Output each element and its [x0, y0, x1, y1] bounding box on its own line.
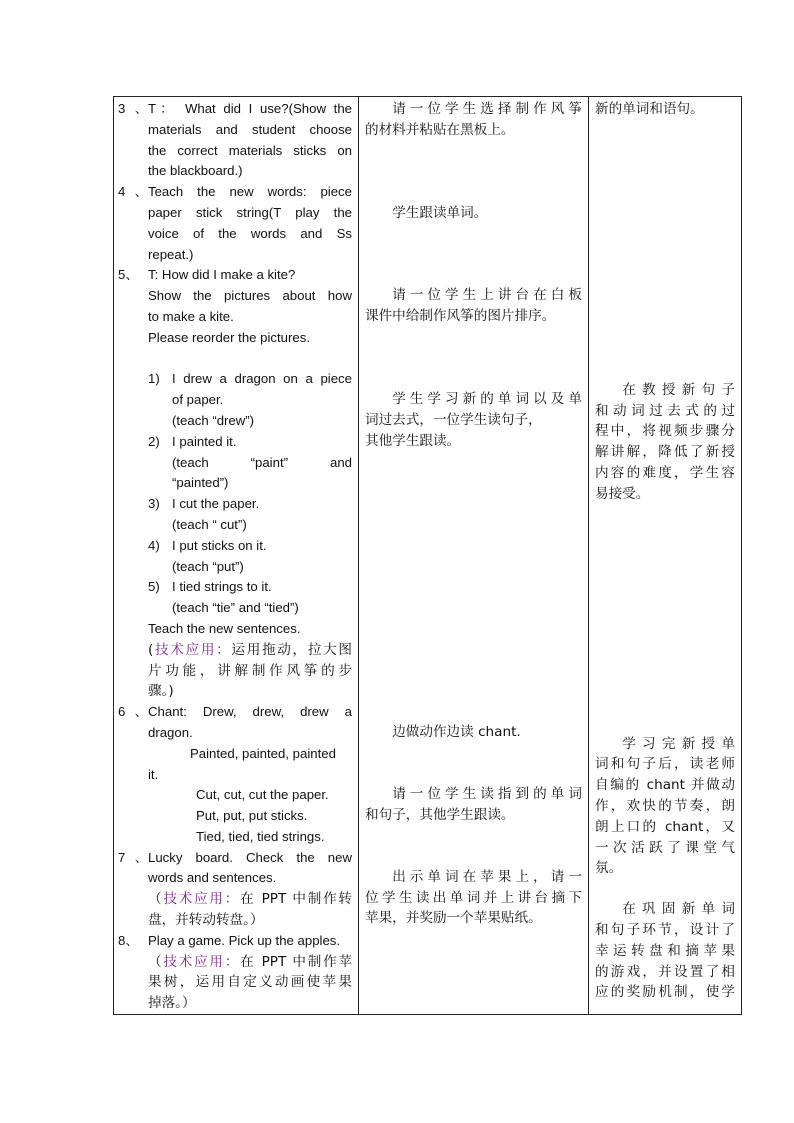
step-7: 7、Lucky board. Check the new words and sentences.: [118, 849, 352, 886]
step-3: [118, 99, 352, 182]
intent-2: 在教授新句子 和动词过去式的过 程中，将视频步骤分 解讲解，降低了新授 内容的难度，学生容 易接受。: [595, 381, 735, 502]
list-item-text: (teach “drew”): [172, 412, 255, 428]
design-intent-cell: [589, 97, 742, 1015]
step-number: 6、: [118, 704, 148, 720]
intent-1: 新的单词和语句。: [595, 101, 704, 117]
activity-2: 学生跟读单词。: [392, 204, 488, 221]
step-text: the blackboard.): [148, 163, 243, 179]
step-text: voice of the words and Ss: [148, 225, 352, 241]
step-text: T： What did I use?(Show the: [148, 101, 352, 116]
tech-label: 技术应用：: [163, 953, 241, 970]
step-text: Chant: Drew, drew, drew a: [148, 704, 352, 720]
step-number: 5、: [118, 267, 139, 283]
sub-step-list: [118, 369, 352, 619]
step-6: 6、Chant: Drew, drew, drew a dragon.: [118, 704, 352, 740]
list-item-text: (teach “paint” and: [172, 454, 352, 470]
lesson-plan-table: [113, 96, 742, 1015]
activity-5: 边做动作边读 chant.: [392, 724, 521, 741]
step-text: Show the pictures about how: [148, 288, 352, 304]
activity-6: 请一位学生读指到的单词 和句子，其他学生跟读。: [365, 786, 582, 823]
step-number: 8、: [118, 932, 139, 948]
step-number: 7、: [118, 849, 148, 865]
tech-label: 技术应用：: [163, 891, 241, 908]
tech-note-3: （技术应用：在 PPT 中制作苹 果树，运用自定义动画使苹果 掉落。）: [148, 953, 353, 1012]
tech-note-1: (技术应用：运用拖动，拉大图 片功能，讲解制作风筝的步 骤。): [148, 641, 353, 700]
list-item: 1) I drew a dragon on a piece: [148, 371, 352, 387]
student-activity-cell: [359, 97, 589, 1015]
step-5: [118, 265, 352, 348]
step-number: 4、: [118, 184, 148, 200]
intent-4: 在巩固新单词 和句子环节，设计了 幸运转盘和摘苹果 的游戏，并设置了相 应的奖励机制，使学: [595, 901, 735, 1001]
step-text: paper stick string(T play the: [148, 204, 352, 220]
list-item-text: “painted”): [172, 475, 229, 491]
step-text: materials and student choose: [148, 121, 352, 137]
step-text: the correct materials sticks on: [148, 142, 352, 158]
list-item: 4) I put sticks on it.: [148, 537, 267, 553]
step-text: T: How did I make a kite?: [148, 267, 296, 283]
step-4: [118, 182, 352, 265]
chant-text: Painted, painted, painted it. Cut, cut, cut the paper. Put, put, put sticks. Tied, tied, tied strings.: [148, 745, 336, 844]
activity-3: 请一位学生上讲台在白板 课件中给制作风筝的图片排序。: [365, 287, 582, 325]
list-item-text: (teach “tie” and “tied”): [172, 600, 299, 616]
list-item: 2) I painted it.: [148, 433, 237, 449]
step-text: Play a game. Pick up the apples.: [148, 932, 341, 948]
list-item-text: (teach “put”): [172, 558, 244, 574]
step-text: Lucky board. Check the new: [148, 849, 352, 865]
table-row: [114, 97, 742, 1015]
list-item-text: of paper.: [172, 392, 224, 408]
activity-4: 学生学习新的单词以及单 词过去式，一位学生读句子， 其他学生跟读。: [365, 390, 582, 449]
list-item: 5) I tied strings to it.: [148, 579, 272, 595]
step-text: to make a kite.: [148, 308, 234, 324]
step-number: 3、: [118, 101, 148, 116]
step-8: [118, 931, 352, 952]
activity-1: 请一位学生选择制作风筝 的材料并粘贴在黑板上。: [365, 101, 582, 138]
step-text: repeat.): [148, 246, 194, 262]
list-item: 3) I cut the paper.: [148, 496, 260, 512]
teach-sentences: Teach the new sentences.: [148, 620, 301, 636]
step-text: Teach the new words: piece: [148, 184, 352, 200]
procedure-cell: [114, 97, 359, 1015]
step-text: Please reorder the pictures.: [148, 329, 310, 345]
list-item-text: (teach “ cut”): [172, 516, 247, 532]
tech-note-2: （技术应用：在 PPT 中制作转 盘，并转动转盘。）: [148, 891, 353, 929]
tech-label: 技术应用：: [153, 641, 232, 658]
intent-3: 学习完新授单 词和句子后，读老师 自编的 chant 并做动 作，欢快的节奏，朗 朗上口的 chant，又 一次活跃了课堂气 氛。: [595, 735, 735, 877]
activity-7: 出示单词在苹果上，请一 位学生读出单词并上讲台摘下 苹果，并奖励一个苹果贴纸。: [365, 868, 582, 927]
